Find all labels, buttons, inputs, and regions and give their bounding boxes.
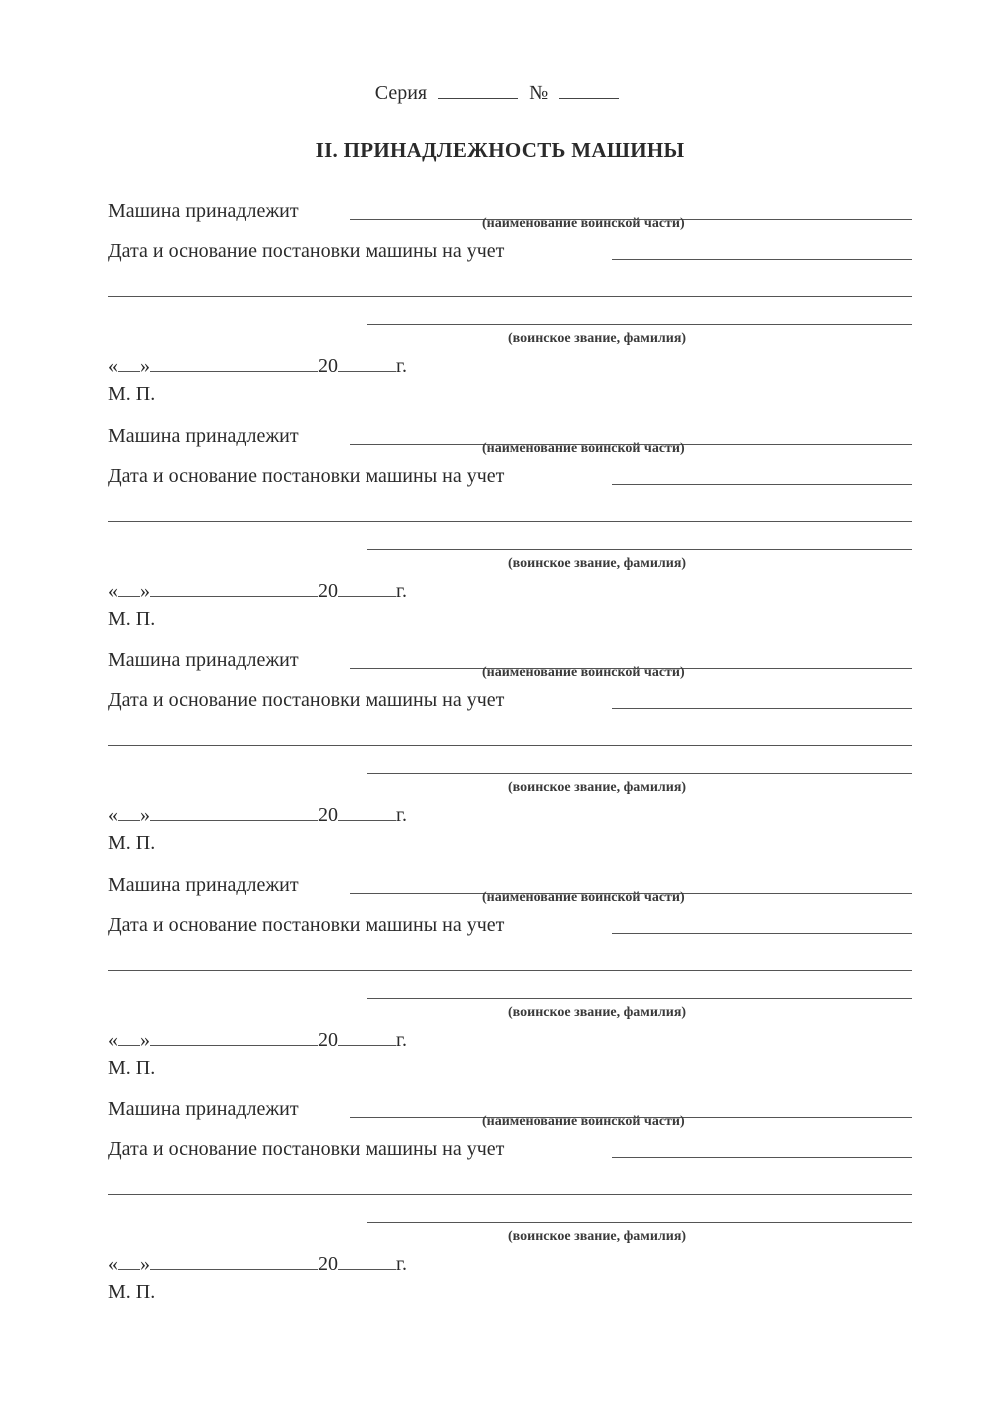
registration-continuation-line[interactable] [108, 296, 912, 297]
section-title: II. ПРИНАДЛЕЖНОСТЬ МАШИНЫ [315, 138, 685, 162]
year-blank-field[interactable] [338, 370, 396, 372]
signer-caption: (воинское звание, фамилия) [508, 1004, 687, 1020]
date-open-quote: « [108, 579, 118, 602]
ownership-record [0, 873, 1000, 1097]
month-blank-field[interactable] [150, 595, 318, 597]
registration-field-line[interactable] [612, 259, 912, 260]
stamp-label: М. П. [108, 607, 156, 630]
date-open-quote: « [108, 1253, 118, 1275]
day-blank-field[interactable] [118, 1268, 140, 1270]
signer-caption: (воинское звание, фамилия) [508, 555, 687, 571]
date-open-quote: « [108, 804, 118, 826]
owner-caption: (наименование воинской части) [482, 440, 685, 456]
year-suffix: г. [396, 355, 407, 377]
year-suffix: г. [396, 1253, 407, 1275]
date-line [108, 1252, 407, 1276]
year-prefix: 20 [318, 1253, 338, 1275]
owner-caption: (наименование воинской части) [482, 216, 685, 231]
registration-field-line[interactable] [612, 1157, 912, 1158]
signer-field-line[interactable] [367, 773, 912, 774]
day-blank-field[interactable] [118, 595, 140, 597]
year-blank-field[interactable] [338, 595, 396, 597]
registration-continuation-line[interactable] [108, 745, 912, 746]
day-blank-field[interactable] [118, 819, 140, 821]
registration-field-line[interactable] [612, 933, 912, 934]
series-blank-field[interactable] [438, 97, 518, 99]
date-line [108, 1028, 407, 1052]
ownership-record [0, 199, 1000, 423]
ownership-record [0, 424, 1000, 648]
year-blank-field[interactable] [338, 1044, 396, 1046]
year-prefix: 20 [318, 804, 338, 826]
owner-label: Машина принадлежит [108, 200, 299, 222]
signer-field-line[interactable] [367, 998, 912, 999]
registration-continuation-line[interactable] [108, 1194, 912, 1195]
stamp-label: М. П. [108, 832, 156, 854]
month-blank-field[interactable] [150, 1268, 318, 1270]
registration-label: Дата и основание постановки машины на учет [108, 689, 505, 711]
owner-label: Машина принадлежит [108, 649, 299, 671]
date-close-quote: » [140, 1253, 150, 1275]
owner-caption: (наименование воинской части) [482, 665, 685, 680]
year-blank-field[interactable] [338, 1268, 396, 1270]
day-blank-field[interactable] [118, 370, 140, 372]
owner-caption: (наименование воинской части) [482, 889, 685, 905]
registration-label: Дата и основание постановки машины на учет [108, 464, 505, 487]
signer-field-line[interactable] [367, 549, 912, 550]
date-close-quote: » [140, 355, 150, 377]
owner-label: Машина принадлежит [108, 873, 299, 896]
signer-caption: (воинское звание, фамилия) [508, 1229, 687, 1244]
registration-field-line[interactable] [612, 484, 912, 485]
signer-caption: (воинское звание, фамилия) [508, 780, 687, 795]
signer-caption: (воинское звание, фамилия) [508, 331, 687, 346]
number-blank-field[interactable] [559, 97, 619, 99]
date-line [108, 579, 407, 603]
year-prefix: 20 [318, 579, 338, 602]
date-line [108, 354, 407, 378]
owner-caption: (наименование воинской части) [482, 1114, 685, 1129]
ownership-record [0, 648, 1000, 872]
date-close-quote: » [140, 804, 150, 826]
registration-label: Дата и основание постановки машины на учет [108, 1138, 505, 1160]
stamp-label: М. П. [108, 1056, 156, 1079]
series-number-header [0, 82, 1000, 105]
registration-label: Дата и основание постановки машины на учет [108, 913, 505, 936]
signer-field-line[interactable] [367, 1222, 912, 1223]
date-close-quote: » [140, 1028, 150, 1051]
year-prefix: 20 [318, 355, 338, 377]
month-blank-field[interactable] [150, 819, 318, 821]
year-prefix: 20 [318, 1028, 338, 1051]
ownership-record [0, 1097, 1000, 1321]
series-label: Серия [374, 82, 428, 104]
registration-label: Дата и основание постановки машины на учет [108, 240, 505, 262]
month-blank-field[interactable] [150, 370, 318, 372]
date-close-quote: » [140, 579, 150, 602]
signer-field-line[interactable] [367, 324, 912, 325]
month-blank-field[interactable] [150, 1044, 318, 1046]
stamp-label: М. П. [108, 1281, 156, 1303]
year-suffix: г. [396, 1028, 407, 1051]
year-suffix: г. [396, 579, 407, 602]
day-blank-field[interactable] [118, 1044, 140, 1046]
year-suffix: г. [396, 804, 407, 826]
stamp-label: М. П. [108, 383, 156, 405]
date-open-quote: « [108, 355, 118, 377]
year-blank-field[interactable] [338, 819, 396, 821]
date-line [108, 803, 407, 827]
registration-field-line[interactable] [612, 708, 912, 709]
date-open-quote: « [108, 1028, 118, 1051]
owner-label: Машина принадлежит [108, 1098, 299, 1120]
owner-label: Машина принадлежит [108, 424, 299, 447]
registration-continuation-line[interactable] [108, 970, 912, 971]
number-label: № [529, 82, 549, 104]
registration-continuation-line[interactable] [108, 521, 912, 522]
